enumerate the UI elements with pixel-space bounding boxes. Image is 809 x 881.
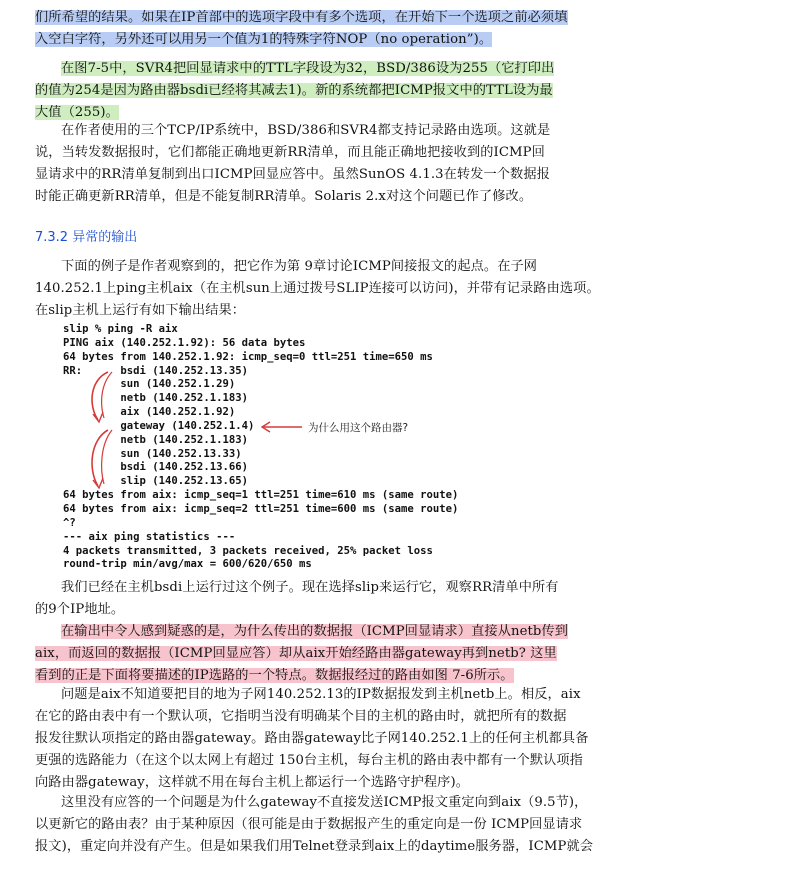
code-line: RR: bsdi (140.252.13.35)	[63, 364, 248, 377]
text-line: 以更新它的路由表？由于某种原因（很可能是由于数据报产生的重定向是一份 ICMP回显请求	[35, 817, 583, 832]
code-line: round-trip min/avg/max = 600/620/650 ms	[63, 558, 312, 571]
text-line: 报文)，重定向并没有产生。但是如果我们用Telnet登录到aix上的daytime服务器，ICMP就会	[35, 839, 594, 854]
code-line: PING aix (140.252.1.92): 56 data bytes	[63, 336, 306, 349]
code-line: slip % ping -R aix	[63, 323, 178, 335]
text-line: 的9个IP地址。	[35, 602, 125, 617]
text-line: aix，而返回的数据报（ICMP回显应答）却从aix开始经路由器gateway再到netb? 这里	[35, 646, 557, 661]
text-line: 们所希望的结果。如果在IP首部中的选项字段中有多个选项，在开始下一个选项之前必须填	[35, 10, 568, 25]
text-line: 入空白字符，另外还可以用另一个值为1的特殊字符NOP（no operation”)。	[35, 32, 493, 47]
paragraph-example-intro	[35, 256, 610, 322]
paragraph-rr-support	[35, 120, 610, 208]
code-line: slip (140.252.13.65)	[63, 475, 248, 488]
code-line: sun (140.252.13.33)	[63, 447, 242, 460]
text-line: 看到的正是下面将要描述的IP选路的一个特点。数据报经过的路由如图 7-6所示。	[35, 668, 514, 683]
code-line: netb (140.252.1.183)	[63, 392, 248, 405]
text-line: 这里没有应答的一个问题是为什么gateway不直接发送ICMP报文重定向到aix（9.5节)，	[61, 795, 588, 810]
text-line: 时能正确更新RR清单，但是不能复制RR清单。Solaris 2.x对这个问题已作了修改。	[35, 189, 533, 204]
code-line: 4 packets transmitted, 3 packets received, 25% packet loss	[63, 544, 433, 557]
text-line: 我们已经在主机bsdi上运行过这个例子。现在选择slip来运行它，观察RR清单中所有	[61, 580, 559, 595]
text-line: 在它的路由表中有一个默认项，它指明当没有明确某个目的主机的路由时，就把所有的数据	[35, 709, 567, 724]
text-line: 报发往默认项指定的路由器gateway。路由器gateway比子网140.252.1上的任何主机都具备	[35, 731, 589, 746]
text-line: 说，当转发数据报时，它们都能正确地更新RR清单，而且能正确地把接收到的ICMP回	[35, 145, 545, 160]
text-line: 显请求中的RR清单复制到出口ICMP回显应答中。虽然SunOS 4.1.3在转发一个数据报	[35, 167, 550, 182]
paragraph-redirect	[35, 792, 610, 858]
text-line: 在输出中令人感到疑惑的是，为什么传出的数据报（ICMP回显请求）直接从netb传到	[61, 624, 568, 639]
text-line: 在图7-5中，SVR4把回显请求中的TTL字段设为32，BSD/386设为255（它打印出	[61, 61, 555, 76]
section-heading: 7.3.2 异常的输出	[35, 230, 138, 245]
text-line: 的值为254是因为路由器bsdi已经将其减去1)。新的系统都把ICMP报文中的TTL设为最	[35, 83, 553, 98]
code-line: aix (140.252.1.92)	[63, 406, 236, 419]
paragraph-default-route	[35, 684, 610, 794]
text-line: 更强的选路能力（在这个以太网上有超过 150台主机，每台主机的路由表中都有一个默认项指	[35, 753, 583, 768]
code-line: sun (140.252.1.29)	[63, 378, 236, 391]
code-line: 64 bytes from 140.252.1.92: icmp_seq=0 ttl=251 time=650 ms	[63, 350, 433, 363]
paragraph-ip-options-end	[35, 7, 610, 51]
code-line: 64 bytes from aix: icmp_seq=1 ttl=251 time=610 ms (same route)	[63, 489, 459, 502]
text-line: 140.252.1上ping主机aix（在主机sun上通过拨号SLIP连接可以访问)，并带有记录路由选项。	[35, 281, 600, 296]
text-line: 向路由器gateway，这样就不用在每台主机上都运行一个选路守护程序)。	[35, 775, 470, 790]
text-line: 在作者使用的三个TCP/IP系统中，BSD/386和SVR4都支持记录路由选项。这就是	[61, 123, 551, 138]
text-line: 下面的例子是作者观察到的，把它作为第 9章讨论ICMP间接报文的起点。在子网	[61, 259, 538, 274]
code-line: 64 bytes from aix: icmp_seq=2 ttl=251 time=600 ms (same route)	[63, 502, 459, 515]
text-line: 问题是aix不知道要把目的地为子网140.252.13的IP数据报发到主机netb上。相反，aix	[61, 687, 581, 702]
gateway-question-annotation: 为什么用这个路由器?	[308, 422, 409, 434]
paragraph-ttl-values	[35, 58, 610, 124]
paragraph-nine-addresses	[35, 577, 610, 621]
text-line: 大值（255)。	[35, 105, 119, 120]
paragraph-route-puzzle	[35, 621, 610, 687]
text-line: 在slip主机上运行有如下输出结果：	[35, 303, 246, 318]
code-line: netb (140.252.1.183)	[63, 433, 248, 446]
code-line: bsdi (140.252.13.66)	[63, 461, 248, 474]
code-line: gateway (140.252.1.4)	[63, 419, 255, 432]
ping-output-code-block	[63, 323, 458, 572]
code-line: --- aix ping statistics ---	[63, 530, 236, 543]
code-line: ^?	[63, 516, 76, 529]
